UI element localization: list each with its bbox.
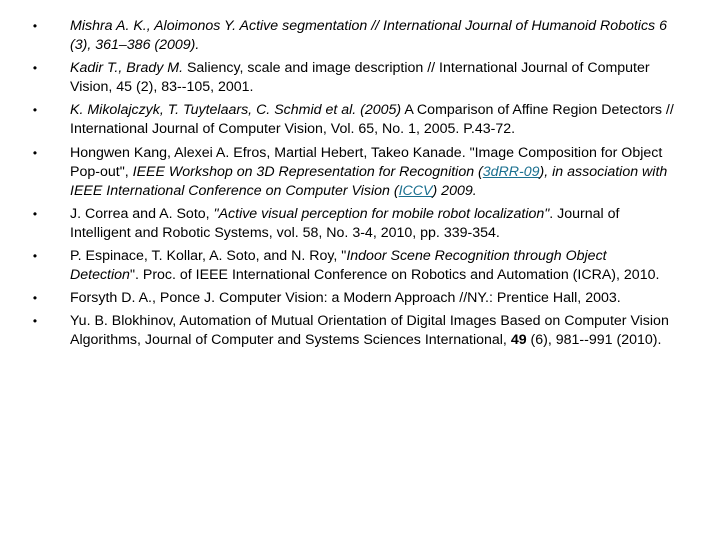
reference-text: 49 <box>510 332 527 349</box>
reference-text: Mishra A. K., Aloimonos Y. Active segmentation // International Journal of Humanoid Robotics 6 (3), 361–386 (2009). <box>70 18 667 54</box>
reference-text: ) 2009. <box>432 182 477 199</box>
reference-text: Yu. B. Blokhinov, Automation of Mutual Orientation of Digital Images Based on Computer Vision Algorithms, Journal of Computer and Systems Sciences International, <box>70 313 669 349</box>
reference-item <box>28 101 678 139</box>
reference-text: Forsyth D. A., Ponce J. Computer Vision: a Modern Approach //NY.: Prentice Hall, 2003. <box>70 290 621 307</box>
reference-text: Saliency, scale and image description // International Journal of Computer Vision, 45 (2), 83--105, 2001. <box>70 60 650 96</box>
bullet-icon: • <box>32 206 38 221</box>
reference-list <box>28 17 678 355</box>
reference-text: J. Correa and A. Soto, <box>70 205 214 222</box>
reference-text: ". Proc. of IEEE International Conference on Robotics and Automation (ICRA), 2010. <box>129 267 660 284</box>
bullet-icon: • <box>32 291 38 306</box>
reference-text: Indoor Scene Recognition through Object Detection <box>70 248 607 284</box>
reference-link[interactable]: 3dRR-09 <box>482 163 540 180</box>
reference-item <box>28 247 678 285</box>
bullet-icon: • <box>32 314 38 329</box>
reference-text: K. Mikolajczyk, T. Tuytelaars, C. Schmid et al. (2005) <box>70 102 402 119</box>
bullet-icon: • <box>32 145 38 160</box>
reference-text: Hongwen Kang, Alexei A. Efros, Martial Hebert, Takeo Kanade. "Image Composition for Object Pop-out", <box>70 144 663 180</box>
reference-text: (6), 981--991 (2010). <box>526 332 662 349</box>
reference-link[interactable]: ICCV <box>398 182 433 199</box>
reference-text: A Comparison of Affine Region Detectors // International Journal of Computer Vision, Vol. 65, No. 1, 2005. P.43-72. <box>70 102 674 138</box>
bullet-icon: • <box>32 249 38 264</box>
reference-item <box>28 289 678 308</box>
reference-text: IEEE Workshop on 3D Representation for Recognition ( <box>132 163 483 180</box>
reference-item <box>28 59 678 97</box>
reference-text: P. Espinace, T. Kollar, A. Soto, and N. Roy, " <box>70 248 347 265</box>
bullet-icon: • <box>32 61 38 76</box>
reference-text: ), in association with IEEE International Conference on Computer Vision ( <box>70 163 668 199</box>
reference-text: . Journal of Intelligent and Robotic Systems, vol. 58, No. 3-4, 2010, pp. 339-354. <box>70 205 620 241</box>
bullet-icon: • <box>32 103 38 118</box>
reference-item <box>28 144 678 201</box>
reference-text: "Active visual perception for mobile robot localization" <box>213 205 550 222</box>
reference-text: Kadir T., Brady M. <box>70 60 184 77</box>
reference-item <box>28 17 678 55</box>
bullet-icon: • <box>32 19 38 33</box>
reference-item <box>28 312 678 350</box>
reference-item <box>28 205 678 243</box>
